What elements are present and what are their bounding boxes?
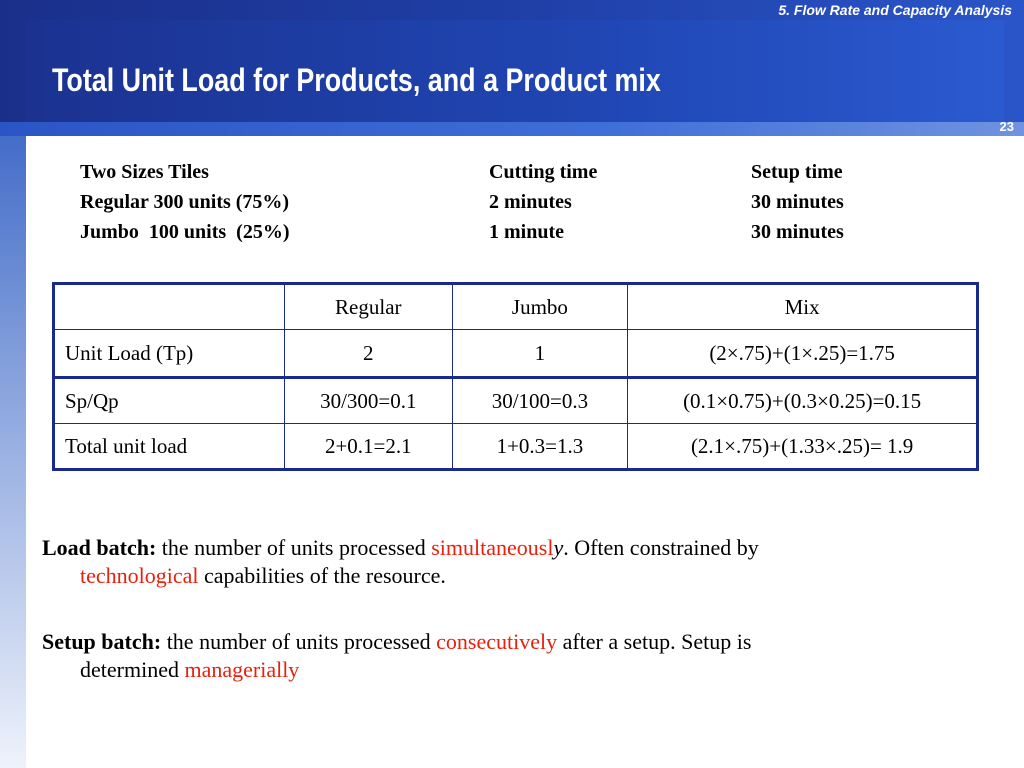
table-header-row [54, 284, 978, 330]
load-batch-text: . Often constrained by [563, 535, 759, 560]
slide-number: 23 [999, 119, 1014, 134]
info-line: Jumbo 100 units (25%) [80, 221, 290, 243]
highlight-simultaneously-end: y [553, 535, 564, 560]
info-line: 2 minutes [489, 191, 572, 213]
table-cell: 1 [452, 330, 628, 378]
table-cell: (0.1×0.75)+(0.3×0.25)=0.15 [628, 378, 978, 424]
info-line: 30 minutes [751, 191, 844, 213]
table-cell: 30/100=0.3 [452, 378, 628, 424]
setup-batch-line1 [42, 628, 992, 656]
info-line: Cutting time [489, 161, 598, 183]
highlight-managerially: managerially [184, 657, 300, 682]
setup-batch-text: determined [80, 657, 185, 682]
table-cell: 2+0.1=2.1 [284, 424, 452, 470]
table-cell: (2.1×.75)+(1.33×.25)= 1.9 [628, 424, 978, 470]
table-header-cell [54, 284, 285, 330]
table-cell: 1+0.3=1.3 [452, 424, 628, 470]
table-cell: 2 [284, 330, 452, 378]
under-header-band [0, 122, 1024, 136]
table-row [54, 424, 978, 470]
load-batch-paragraph [42, 534, 992, 590]
load-batch-line2 [42, 562, 992, 590]
slide-title: Total Unit Load for Products, and a Product mix [52, 62, 661, 98]
table-header-cell: Jumbo [452, 284, 628, 330]
load-batch-line1 [42, 534, 992, 562]
table-row-label: Unit Load (Tp) [54, 330, 285, 378]
info-col-setup-time [751, 157, 844, 247]
info-line: 30 minutes [751, 221, 844, 243]
highlight-consecutively: consecutively [436, 629, 558, 654]
course-title: 5. Flow Rate and Capacity Analysis [778, 2, 1012, 18]
header-band [0, 0, 1024, 122]
unit-load-table [52, 282, 979, 471]
load-batch-term: Load batch: [42, 535, 157, 560]
info-line: Regular 300 units (75%) [80, 191, 290, 213]
info-line: Setup time [751, 161, 843, 183]
setup-batch-term: Setup batch: [42, 629, 162, 654]
table-row [54, 330, 978, 378]
table-cell: 30/300=0.1 [284, 378, 452, 424]
info-col-cutting-time [489, 157, 597, 247]
info-line: 1 minute [489, 221, 564, 243]
highlight-technological: technological [80, 563, 199, 588]
setup-batch-text: after a setup. Setup is [557, 629, 752, 654]
table-row-label: Sp/Qp [54, 378, 285, 424]
info-col-products [80, 157, 289, 247]
setup-batch-text: the number of units processed [161, 629, 437, 654]
setup-batch-line2 [42, 656, 992, 684]
load-batch-text: the number of units processed [156, 535, 432, 560]
table-header-cell: Mix [628, 284, 978, 330]
table-row-label: Total unit load [54, 424, 285, 470]
table-cell: (2×.75)+(1×.25)=1.75 [628, 330, 978, 378]
highlight-simultaneously: simultaneousl [431, 535, 554, 560]
info-line: Two Sizes Tiles [80, 161, 209, 183]
setup-batch-paragraph [42, 628, 992, 684]
table-row [54, 378, 978, 424]
load-batch-text: capabilities of the resource. [198, 563, 446, 588]
table-header-cell: Regular [284, 284, 452, 330]
